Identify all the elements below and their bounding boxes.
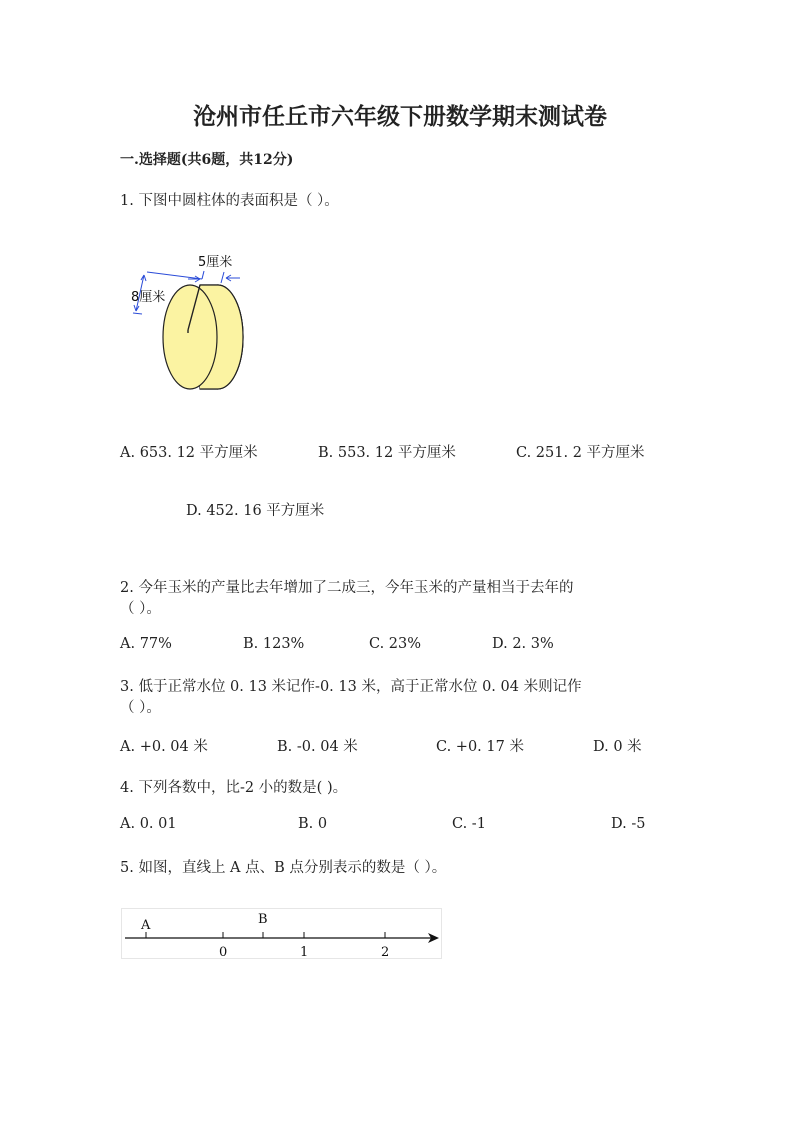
question-4-stem: 4. 下列各数中，比-2 小的数是( )。 — [120, 780, 348, 796]
question-2-option-b: B. 123% — [243, 636, 305, 652]
question-1-option-b: B. 553. 12 平方厘米 — [318, 445, 456, 461]
radius-label: 8厘米 — [131, 290, 166, 305]
question-1-option-a: A. 653. 12 平方厘米 — [120, 445, 258, 461]
page-title: 沧州市任丘市六年级下册数学期末测试卷 — [193, 103, 607, 130]
question-3-option-a: A. +0. 04 米 — [120, 739, 208, 755]
tick-label-2: 2 — [381, 945, 390, 960]
section-heading: 一.选择题(共6题，共12分) — [120, 152, 294, 168]
question-3-option-b: B. -0. 04 米 — [277, 739, 358, 755]
question-4-option-d: D. -5 — [611, 816, 646, 832]
question-2-stem-continued: （ ）。 — [120, 601, 161, 617]
question-2-option-a: A. 77% — [120, 636, 172, 652]
question-3-stem-continued: （ ）。 — [120, 700, 161, 716]
question-2-stem: 2. 今年玉米的产量比去年增加了二成三，今年玉米的产量相当于去年的 — [120, 580, 574, 596]
question-4-option-a: A. 0. 01 — [120, 816, 177, 832]
tick-label-0: 0 — [219, 945, 228, 960]
cylinder-figure — [120, 245, 250, 395]
question-5-stem: 5. 如图，直线上 A 点、B 点分别表示的数是（ ）。 — [120, 860, 447, 876]
question-3-option-c: C. +0. 17 米 — [436, 739, 524, 755]
point-a-label: A — [141, 918, 151, 933]
question-4-option-c: C. -1 — [452, 816, 486, 832]
question-2-option-c: C. 23% — [369, 636, 422, 652]
point-b-label: B — [258, 912, 268, 927]
question-2-option-d: D. 2. 3% — [492, 636, 554, 652]
tick-label-1: 1 — [300, 945, 309, 960]
question-3-option-d: D. 0 米 — [593, 739, 642, 755]
height-label: 5厘米 — [198, 255, 233, 270]
cylinder-front-face — [163, 285, 217, 389]
question-3-stem: 3. 低于正常水位 0. 13 米记作-0. 13 米，高于正常水位 0. 04 米则记作 — [120, 679, 582, 695]
question-1-option-d: D. 452. 16 平方厘米 — [186, 503, 325, 519]
number-line-figure — [121, 908, 443, 960]
question-1-option-c: C. 251. 2 平方厘米 — [516, 445, 645, 461]
question-4-option-b: B. 0 — [298, 816, 328, 832]
question-1-stem: 1. 下图中圆柱体的表面积是（ ）。 — [120, 193, 339, 209]
